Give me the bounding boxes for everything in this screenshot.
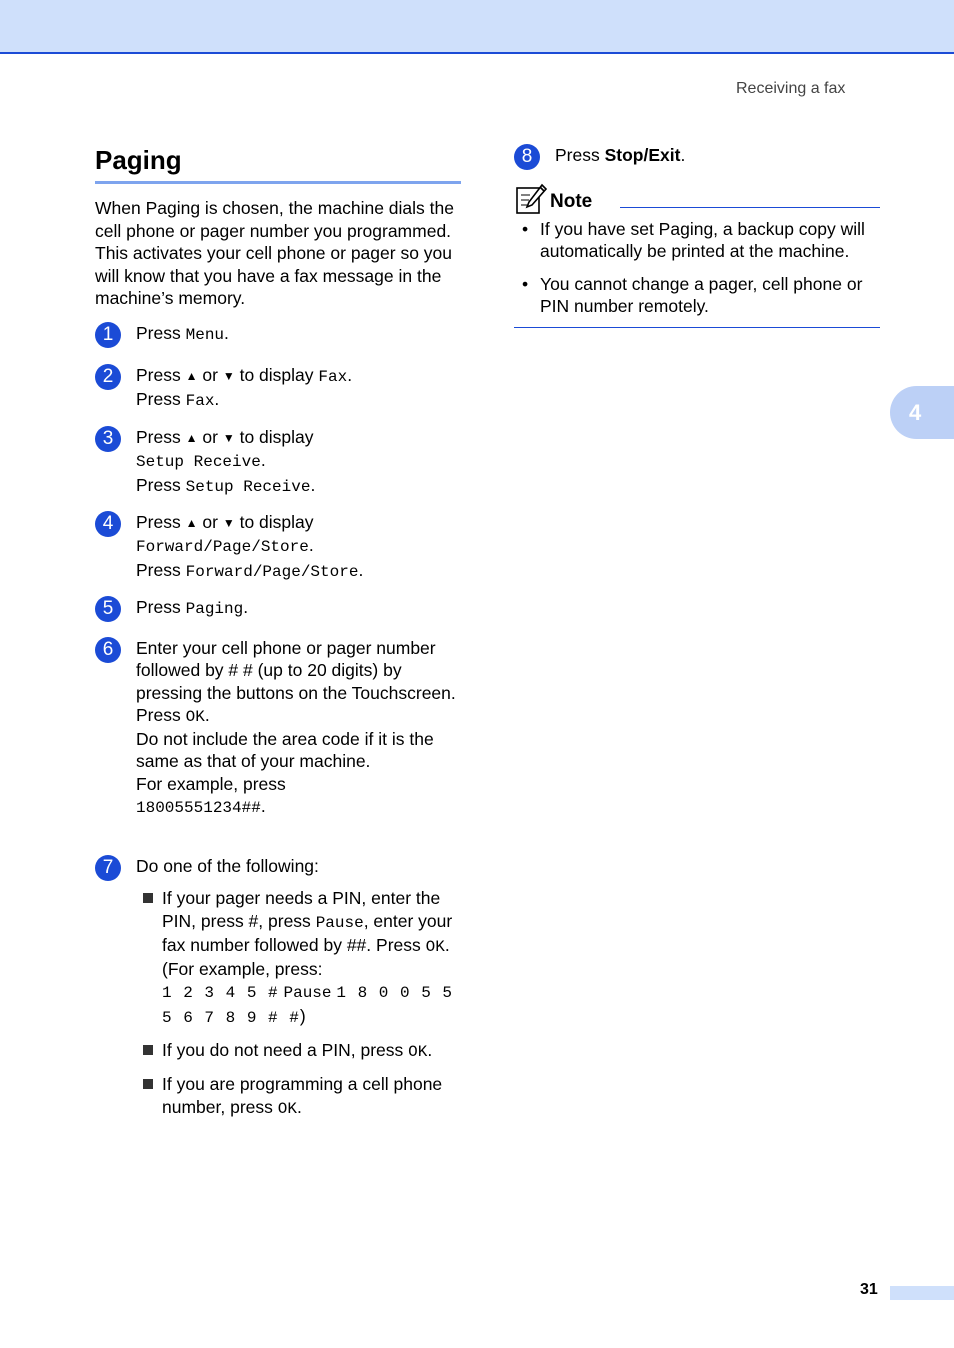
note-title: Note	[550, 191, 593, 212]
note-item-text: You cannot change a pager, cell phone or PIN number remotely.	[540, 273, 863, 316]
step-body	[136, 364, 465, 413]
press-text: Press	[136, 365, 181, 385]
down-arrow-icon: ▼	[222, 516, 235, 530]
step-8	[514, 144, 884, 166]
period: .	[204, 704, 210, 725]
press-text: Press	[136, 704, 181, 725]
ok-code: OK	[185, 707, 205, 726]
bullet-icon: •	[522, 219, 529, 239]
page-number: 31	[860, 1281, 878, 1298]
period: .	[680, 145, 686, 165]
to-display-text: to display	[239, 512, 314, 532]
step-body	[136, 596, 465, 620]
press-text: Press	[136, 389, 181, 410]
setup-receive-code: Setup Receive	[185, 477, 311, 496]
ok-code: OK	[425, 937, 445, 956]
period: .	[214, 389, 220, 410]
up-arrow-icon: ▲	[185, 431, 198, 445]
chapter-tab: 4	[890, 386, 954, 439]
page-number-bar	[890, 1286, 954, 1300]
step-6-text-1: Enter your cell phone or pager number followed by # # (up to 20 digits) by pressing the buttons on the Touchscreen.	[136, 638, 456, 703]
setup-receive-code: Setup Receive	[136, 453, 261, 472]
fax-code: Fax	[185, 392, 215, 411]
step-7	[95, 855, 465, 1130]
press-text: Press	[136, 427, 181, 447]
step-number: 1	[95, 322, 121, 348]
period: .	[358, 559, 364, 580]
step-body	[136, 511, 465, 583]
note-list	[522, 218, 882, 327]
fax-number-sequence: 1 8 0 0 5 5 5 6 7 8 9 # #	[162, 984, 454, 1027]
step-number: 4	[95, 511, 121, 537]
or-text: or	[202, 365, 218, 385]
note-item-text: If you have set Paging, a backup copy will automatically be printed at the machine.	[540, 219, 865, 262]
note-item	[522, 218, 882, 263]
step-5	[95, 596, 465, 620]
step-7-text: Do one of the following:	[136, 856, 319, 876]
step-number: 5	[95, 596, 121, 622]
forward-page-store-code: Forward/Page/Store	[136, 538, 309, 557]
pause-code: Pause	[283, 984, 332, 1003]
option-cell-phone	[143, 1073, 465, 1120]
step-body	[136, 855, 465, 877]
step-6-text-3: For example, press	[136, 773, 286, 794]
menu-code: Menu	[185, 326, 225, 344]
option-no-pin-text: If you do not need a PIN, press	[162, 1040, 404, 1061]
step-body	[136, 322, 465, 346]
press-text: Press	[136, 597, 181, 617]
close-paren: )	[299, 1005, 306, 1026]
press-text: Press	[136, 559, 181, 580]
square-bullet-icon	[143, 1045, 153, 1055]
up-arrow-icon: ▲	[185, 516, 198, 530]
period: .	[347, 365, 353, 385]
up-arrow-icon: ▲	[185, 369, 198, 383]
option-cell-phone-text: If you are programming a cell phone number, press	[162, 1074, 443, 1117]
period: .	[310, 474, 316, 495]
step-1	[95, 322, 465, 346]
header-band	[0, 0, 954, 54]
option-no-pin	[143, 1039, 465, 1063]
period: .	[260, 450, 266, 471]
step-number: 8	[514, 144, 540, 170]
step-6	[95, 637, 465, 819]
option-pin-text-3: . (For example, press:	[162, 934, 450, 980]
step-2	[95, 364, 465, 413]
square-bullet-icon	[143, 1079, 153, 1089]
intro-paragraph: When Paging is chosen, the machine dials the cell phone or pager number you programmed. This activates your cell phone or pager so you will know that you have a fax message in the machine’s memory.	[95, 198, 454, 308]
step-body	[555, 144, 884, 166]
or-text: or	[202, 427, 218, 447]
section-title: Paging	[95, 145, 182, 175]
step-number: 3	[95, 426, 121, 452]
step-body	[136, 426, 465, 498]
stop-exit-label: Stop/Exit	[604, 145, 681, 165]
period: .	[260, 796, 266, 817]
step-number: 6	[95, 637, 121, 663]
period: .	[427, 1040, 433, 1061]
step-3	[95, 426, 465, 498]
step-6-text-2: Do not include the area code if it is the same as that of your machine.	[136, 729, 434, 772]
note-item	[522, 273, 882, 318]
note-rule-top	[620, 207, 880, 208]
press-text: Press	[136, 323, 181, 343]
ok-code: OK	[408, 1043, 428, 1062]
pin-sequence: 1 2 3 4 5 #	[162, 984, 279, 1003]
step-body	[136, 637, 465, 819]
section-title-rule	[95, 181, 461, 184]
step-4	[95, 511, 465, 583]
bullet-icon: •	[522, 273, 529, 294]
option-list	[143, 887, 465, 1120]
option-pin-text-2: , enter your fax number followed by ##.	[162, 910, 453, 955]
period: .	[308, 535, 314, 556]
period: .	[224, 323, 229, 343]
option-pin-text: If your pager needs a PIN, enter the PIN, press #, press	[162, 888, 441, 931]
square-bullet-icon	[143, 893, 153, 903]
step-number: 7	[95, 855, 121, 881]
note-pencil-icon	[515, 183, 547, 215]
example-number: 18005551234##	[136, 799, 261, 818]
press-text: Press	[376, 934, 421, 955]
press-text: Press	[136, 474, 181, 495]
note-rule-bottom	[514, 327, 880, 328]
step-number: 2	[95, 364, 121, 390]
running-head: Receiving a fax	[736, 80, 846, 97]
forward-page-store-code: Forward/Page/Store	[185, 562, 359, 581]
to-display-text: to display	[239, 427, 314, 447]
to-display-text: to display	[239, 365, 314, 385]
ok-code: OK	[277, 1099, 297, 1118]
press-text: Press	[136, 512, 181, 532]
paging-code: Paging	[185, 600, 244, 618]
or-text: or	[202, 512, 218, 532]
down-arrow-icon: ▼	[222, 431, 235, 445]
option-pin	[143, 887, 465, 1029]
press-text: Press	[555, 145, 600, 165]
period: .	[296, 1096, 302, 1117]
pause-code: Pause	[315, 913, 364, 932]
period: .	[243, 597, 249, 617]
fax-code: Fax	[318, 368, 348, 386]
down-arrow-icon: ▼	[222, 369, 235, 383]
